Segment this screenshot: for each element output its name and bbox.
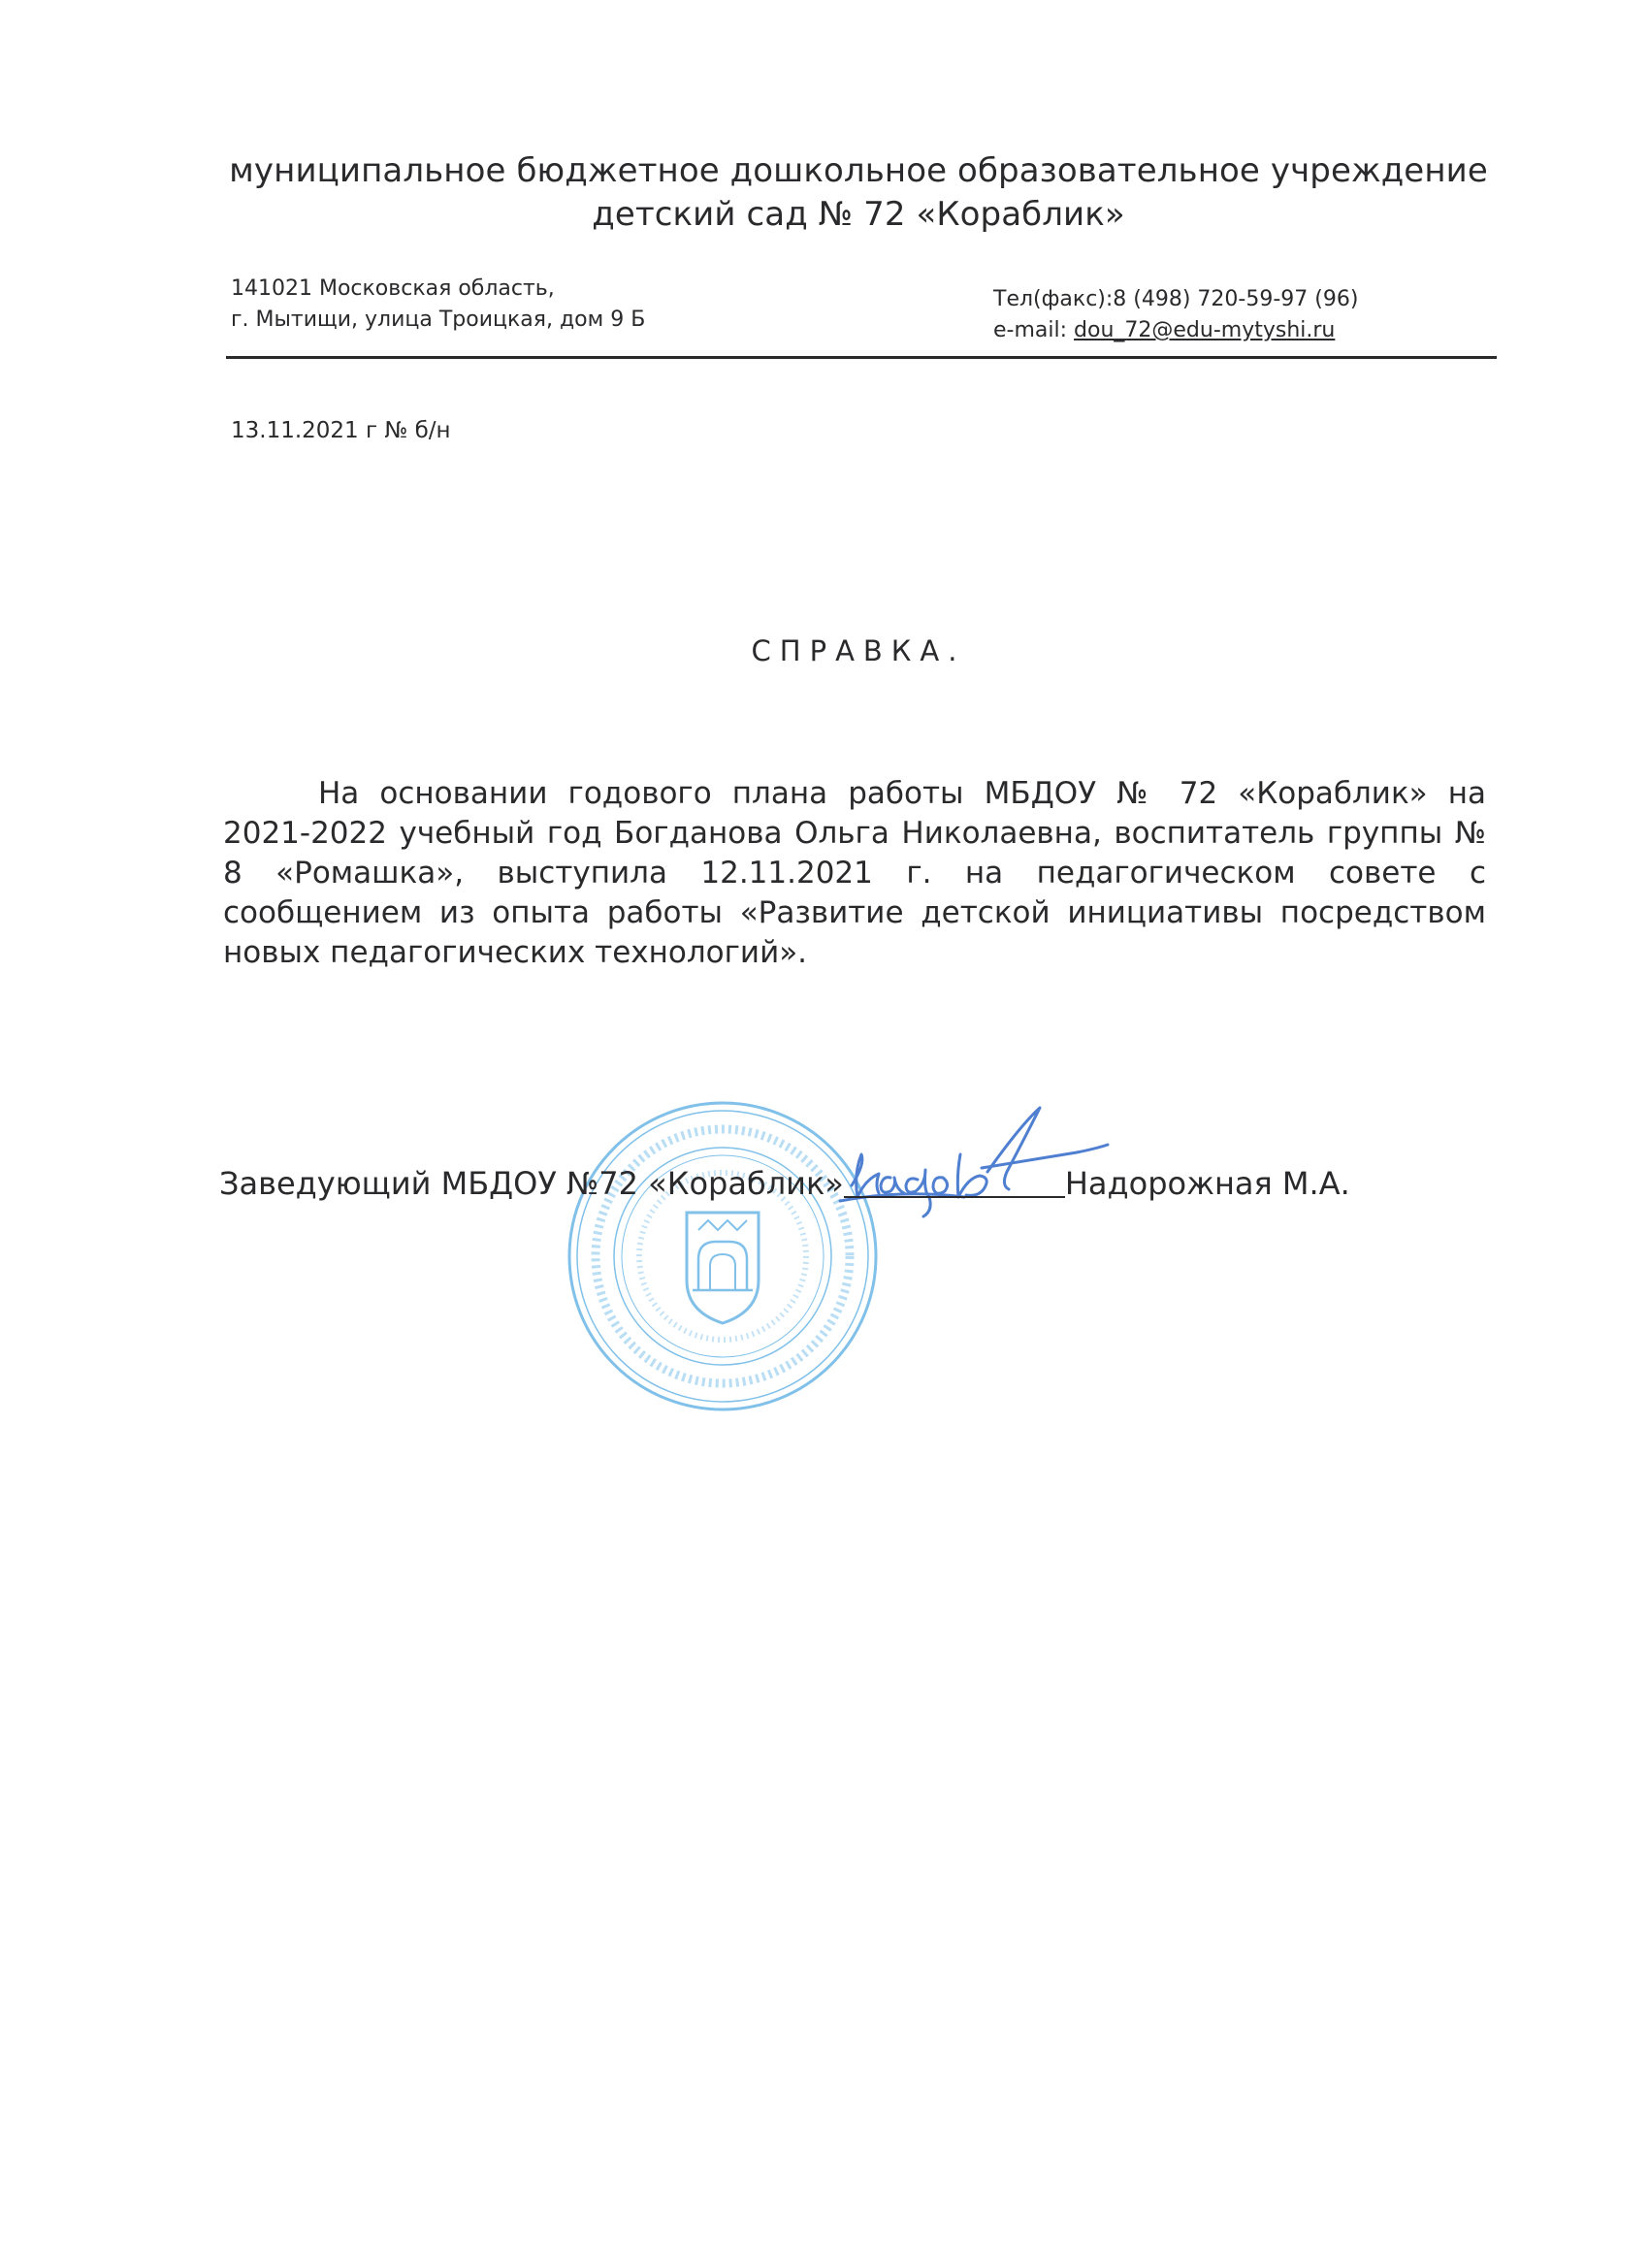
body-line: 8 «Ромашка», выступила 12.11.2021 г. на педагогическом совете с	[223, 856, 1486, 891]
organization-name-line1: муниципальное бюджетное дошкольное образовательное учреждение	[229, 151, 1488, 190]
address-line1: 141021 Московская область,	[231, 276, 555, 301]
organization-name-line2: детский сад № 72 «Кораблик»	[592, 195, 1125, 234]
signatory-name: Надорожная М.А.	[1064, 1165, 1350, 1202]
email-line	[993, 315, 1358, 346]
phone-fax: Тел(факс):8 (498) 720-59-97 (96)	[993, 287, 1359, 311]
body-line: новых педагогических технологий».	[223, 935, 808, 970]
body-line: На основании годового плана работы МБДОУ № 72 «Кораблик» на	[318, 776, 1486, 811]
email-link[interactable]: dou_72@edu-mytyshi.ru	[1074, 318, 1336, 342]
body-line: сообщением из опыта работы «Развитие детской инициативы посредством	[223, 895, 1486, 930]
contact-block	[993, 284, 1358, 346]
email-label: e-mail:	[993, 318, 1075, 342]
date-and-number: 13.11.2021 г № б/н	[231, 418, 451, 443]
header-divider	[226, 356, 1497, 359]
signature-underline	[844, 1161, 1065, 1198]
signatory-position: Заведующий МБДОУ №72 «Кораблик»	[219, 1165, 844, 1202]
document-title: СПРАВКА.	[751, 634, 966, 667]
body-line: 2021-2022 учебный год Богданова Ольга Николаевна, воспитатель группы №	[223, 816, 1486, 851]
signature-line	[219, 1161, 1350, 1205]
official-stamp	[563, 1096, 883, 1416]
address-line2: г. Мытищи, улица Троицкая, дом 9 Б	[231, 308, 646, 332]
document-body	[223, 774, 1486, 973]
address-block	[231, 274, 645, 336]
